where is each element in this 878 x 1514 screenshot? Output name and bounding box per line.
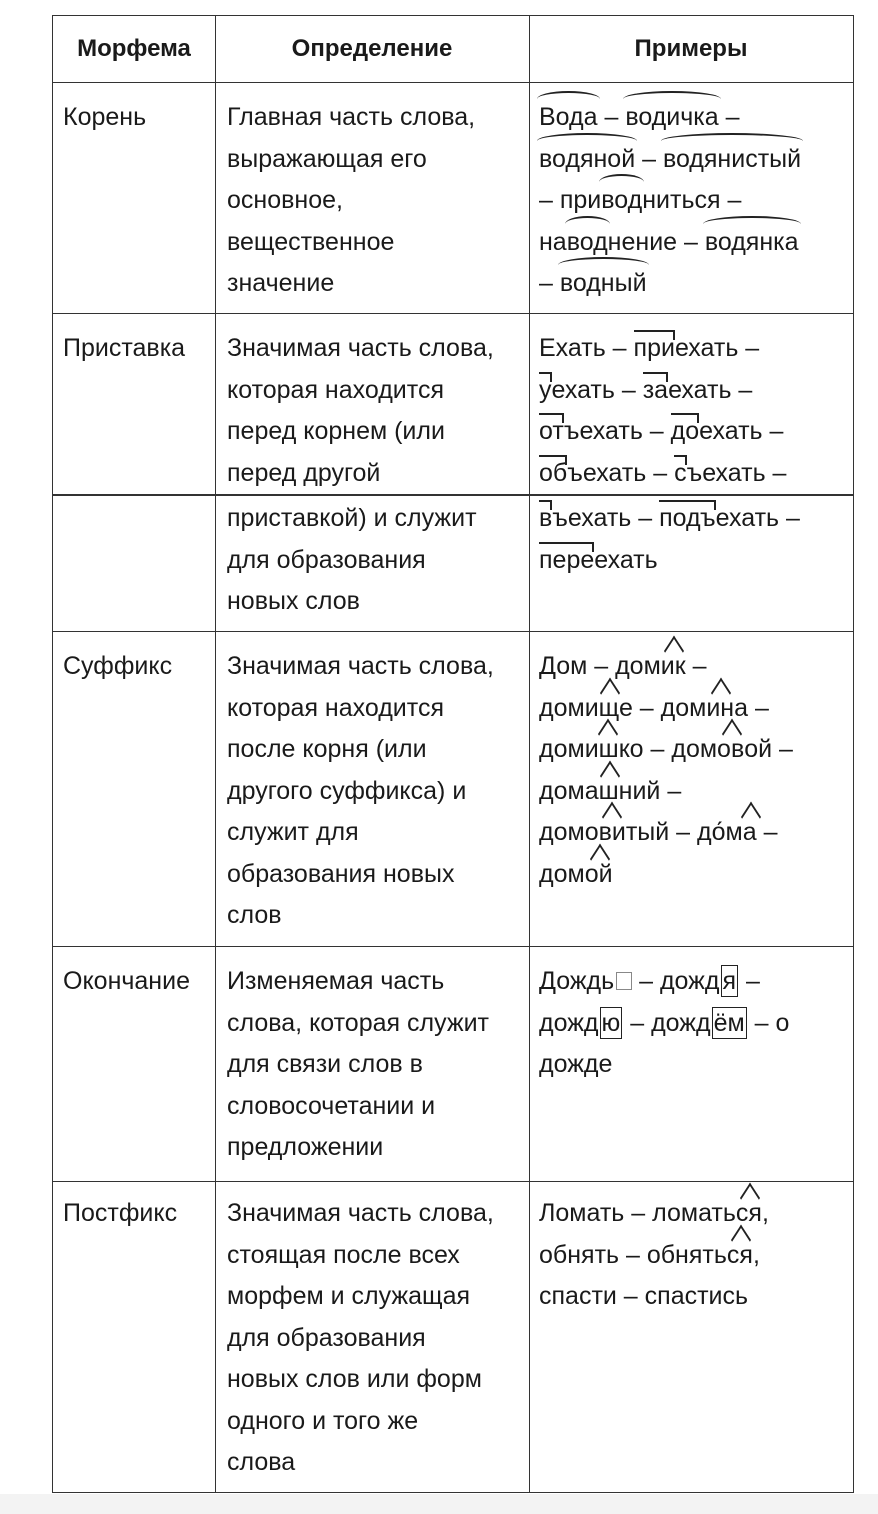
root-arc-mark: водянка — [705, 222, 799, 264]
definition-line: Главная часть слова, — [227, 103, 476, 131]
example-text: ехать — [594, 545, 658, 574]
example-text: дом — [539, 818, 585, 846]
example-line — [539, 498, 800, 540]
examples-postfix — [539, 1193, 769, 1318]
definition-line: служит для — [227, 818, 359, 846]
prefix-mark: пере — [539, 540, 594, 582]
row-divider — [53, 631, 853, 632]
definition-line: предложении — [227, 1133, 384, 1161]
suffix-mark: ик — [661, 646, 686, 688]
example-text: ехать – — [551, 375, 643, 404]
example-text: Ломать – ломать — [539, 1199, 736, 1227]
example-line — [539, 411, 800, 453]
example-text: – дом — [632, 693, 707, 722]
definition-line: после корня (или — [227, 735, 427, 763]
example-line — [539, 1193, 769, 1235]
morpheme-postfix: Постфикс — [63, 1199, 178, 1227]
example-text: о – дом — [629, 735, 718, 763]
suffix-mark: ой — [585, 854, 613, 896]
page-bottom-margin — [0, 1494, 878, 1514]
definition-line: вещественное — [227, 227, 395, 256]
definition-line: другого суффикса) и — [227, 776, 467, 805]
example-line — [539, 854, 793, 896]
prefix-mark: с — [674, 453, 687, 495]
example-text: ый – до́м — [637, 818, 743, 846]
definition-line: перед другой — [227, 458, 381, 487]
example-text: Дом – дом — [539, 652, 661, 680]
definition-line: слова, которая служит — [227, 1008, 490, 1037]
prefix-mark: об — [539, 453, 567, 495]
example-text: – — [635, 144, 663, 173]
root-arc-mark: водичка — [625, 97, 718, 139]
definition-line: основное, — [227, 186, 343, 214]
example-text: ехать – — [668, 375, 753, 404]
definition-line: новых слов или форм — [227, 1365, 482, 1393]
example-line: спасти – спастись — [539, 1282, 749, 1310]
suffix-mark: ов — [717, 729, 744, 771]
morpheme-suffix: Суффикс — [63, 652, 173, 680]
example-text: ъехать – — [686, 458, 787, 487]
example-text: Дождь — [539, 967, 615, 995]
example-text: – при — [539, 186, 602, 214]
suffix-mark: ин — [706, 688, 734, 730]
definition-line: выражающая его — [227, 144, 427, 173]
zero-ending-box — [616, 972, 632, 990]
example-text: ъехать – — [567, 458, 675, 487]
example-text: – о — [747, 1008, 790, 1037]
definition-suffix — [227, 646, 494, 937]
definition-line: которая находится — [227, 693, 444, 722]
example-text: , — [761, 1199, 769, 1227]
root-arc-mark: вод — [601, 180, 642, 222]
definition-line: значение — [227, 269, 335, 297]
definition-prefix — [227, 328, 494, 623]
header-examples: Примеры — [634, 35, 748, 62]
postfix-mark: ся — [727, 1235, 753, 1277]
root-arc-mark: водный — [560, 263, 647, 305]
definition-line: словосочетании и — [227, 1091, 436, 1120]
row-divider — [53, 82, 853, 83]
example-line — [539, 370, 800, 412]
definition-line: для связи слов в — [227, 1050, 423, 1078]
example-text: нение – — [607, 227, 705, 256]
ending-box: ю — [601, 1008, 621, 1037]
row-divider — [53, 1181, 853, 1182]
suffix-mark: ишк — [585, 729, 630, 771]
example-text: – дожд — [623, 1008, 711, 1037]
example-text: ой – — [744, 735, 793, 763]
example-line — [539, 961, 789, 1003]
example-text: ехать – — [715, 504, 800, 532]
prefix-mark: при — [634, 328, 675, 370]
prefix-mark: за — [643, 370, 668, 412]
definition-line: которая находится — [227, 375, 444, 404]
example-text: дом — [539, 776, 585, 805]
suffix-mark: ище — [585, 688, 633, 730]
example-text: – — [756, 818, 778, 846]
example-text: дом — [539, 693, 585, 722]
example-line — [539, 139, 801, 181]
definition-line: слова — [227, 1448, 296, 1476]
example-text: Ехать – — [539, 334, 634, 362]
header-definition: Определение — [291, 35, 453, 62]
prefix-mark: от — [539, 411, 564, 453]
suffix-mark: овит — [585, 812, 638, 854]
example-text: ъехать – — [563, 417, 671, 445]
example-text: – — [685, 652, 707, 680]
example-text: ниться – — [642, 186, 742, 214]
definition-line: новых слов — [227, 587, 360, 615]
definition-line: образования новых — [227, 859, 455, 888]
morpheme-ending: Окончание — [63, 967, 190, 995]
row-divider — [53, 946, 853, 947]
example-text: – — [539, 269, 560, 297]
example-text: – — [597, 103, 626, 131]
examples-suffix — [539, 646, 793, 895]
examples-ending — [539, 961, 789, 1086]
definition-line: для образования — [227, 545, 426, 574]
example-line — [539, 540, 800, 582]
example-text: ехать – — [674, 334, 760, 362]
definition-line: Значимая часть слова, — [227, 652, 494, 680]
suffix-mark: ашн — [585, 771, 633, 813]
definition-line: приставкой) и служит — [227, 504, 477, 532]
ending-box: я — [722, 967, 737, 995]
definition-line: перед корнем (или — [227, 417, 445, 445]
definition-ending — [227, 961, 489, 1169]
example-text: ехать – — [699, 417, 784, 445]
definition-postfix — [227, 1193, 494, 1484]
morpheme-root: Корень — [63, 103, 147, 131]
example-line — [539, 453, 800, 495]
example-line — [539, 812, 793, 854]
column-divider — [215, 16, 216, 1492]
example-line: дожде — [539, 1050, 613, 1078]
definition-line: Значимая часть слова, — [227, 334, 494, 362]
prefix-mark: в — [539, 498, 552, 540]
morpheme-table — [52, 15, 854, 1493]
suffix-mark: а — [743, 812, 757, 854]
example-line — [539, 328, 800, 370]
root-arc-mark: вод — [567, 222, 608, 264]
example-line — [539, 1003, 789, 1045]
example-text: дожд — [539, 1008, 599, 1037]
definition-line: морфем и служащая — [227, 1282, 471, 1310]
example-line — [539, 222, 801, 264]
definition-root — [227, 97, 475, 305]
example-text: дом — [539, 859, 585, 888]
example-line — [539, 263, 801, 305]
prefix-mark: подъ — [659, 498, 716, 540]
example-text: ъехать – — [552, 504, 660, 532]
definition-line: стоящая после всех — [227, 1240, 460, 1269]
column-divider — [529, 16, 530, 1492]
example-line — [539, 771, 793, 813]
ending-box: ём — [713, 1008, 745, 1037]
definition-line: для образования — [227, 1323, 426, 1352]
example-text: – дожд — [632, 967, 720, 995]
definition-line: слов — [227, 901, 282, 929]
example-text: обнять – обнять — [539, 1240, 727, 1269]
header-morpheme: Морфема — [77, 35, 191, 62]
example-text: дом — [539, 735, 585, 763]
examples-root — [539, 97, 801, 305]
root-arc-mark: водянистый — [663, 139, 801, 181]
prefix-mark: у — [539, 370, 552, 412]
postfix-mark: ся — [736, 1193, 762, 1235]
example-line — [539, 688, 793, 730]
example-text: а – — [734, 693, 769, 722]
example-line — [539, 646, 793, 688]
example-line — [539, 729, 793, 771]
example-line — [539, 1235, 769, 1277]
example-text: на — [539, 227, 567, 256]
examples-prefix — [539, 328, 800, 581]
row-divider — [53, 313, 853, 314]
example-text: – — [739, 967, 760, 995]
definition-line: одного и того же — [227, 1406, 419, 1435]
definition-line: Значимая часть слова, — [227, 1199, 494, 1227]
example-text: ий – — [632, 776, 682, 805]
root-arc-mark: Вода — [539, 97, 598, 139]
root-arc-mark: водяной — [539, 139, 635, 181]
morpheme-prefix: Приставка — [63, 334, 186, 362]
definition-line: Изменяемая часть — [227, 967, 445, 995]
example-text: , — [752, 1240, 760, 1269]
prefix-mark: до — [671, 411, 700, 453]
example-text: – — [718, 103, 740, 131]
